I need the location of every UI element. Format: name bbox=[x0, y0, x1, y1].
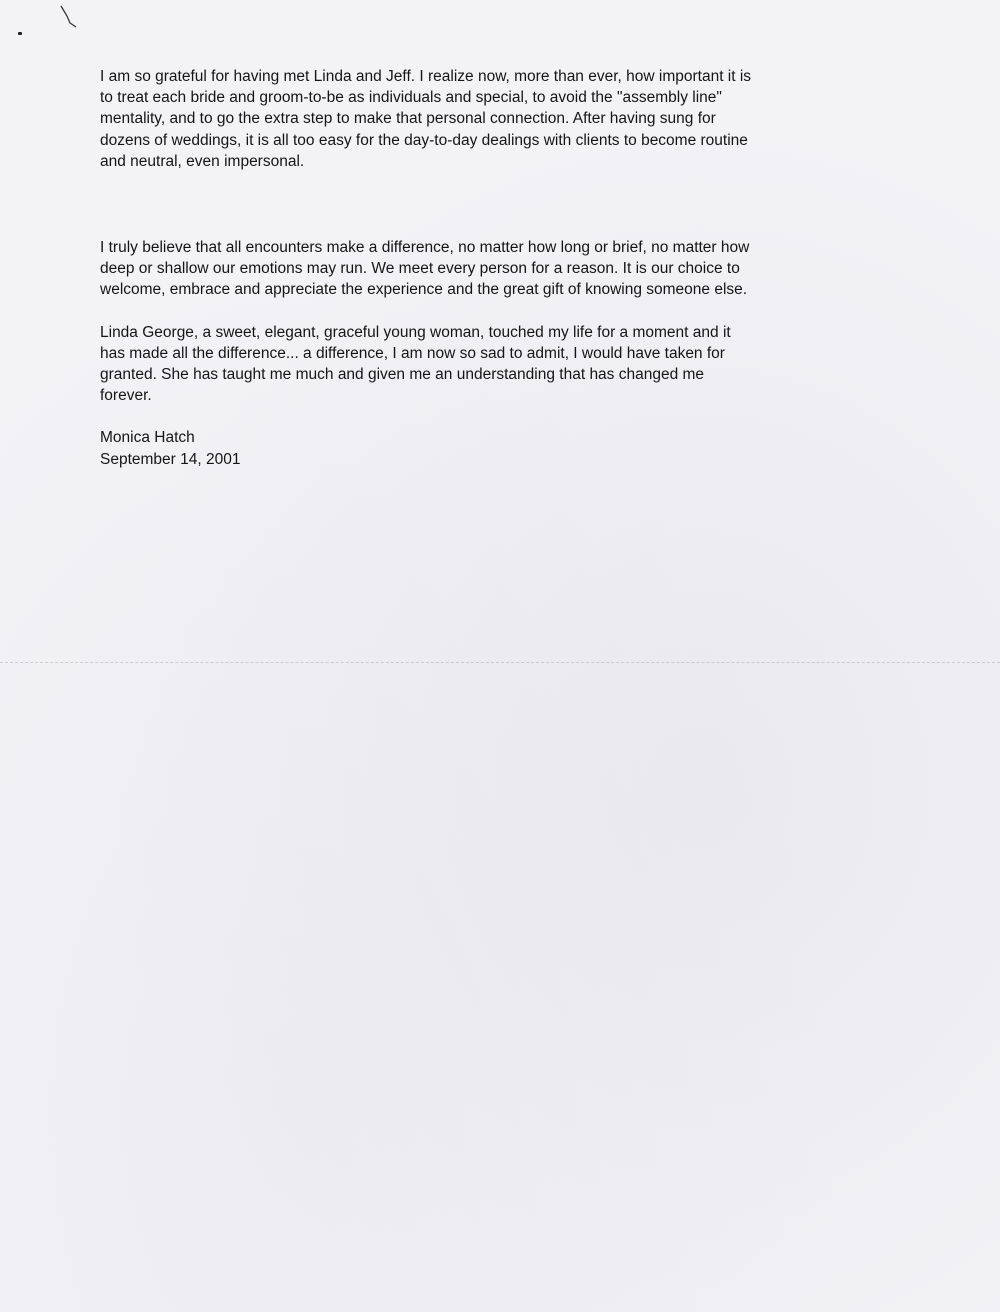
paragraph-gratitude bbox=[100, 66, 900, 172]
letter-body bbox=[100, 66, 900, 470]
signature-date: September 14, 2001 bbox=[100, 450, 241, 468]
text-line: and neutral, even impersonal. bbox=[100, 152, 305, 170]
signature-block bbox=[100, 427, 900, 469]
paragraph-linda-george bbox=[100, 322, 900, 407]
text-line: Linda George, a sweet, elegant, graceful young woman, touched my life for a moment and it bbox=[100, 323, 731, 341]
text-line: I truly believe that all encounters make a difference, no matter how long or brief, no matter how bbox=[100, 239, 750, 257]
text-line: to treat each bride and groom-to-be as individuals and special, to avoid the "assembly line" bbox=[100, 89, 722, 107]
scan-mark-icon bbox=[58, 4, 78, 30]
text-line: forever. bbox=[100, 387, 152, 405]
fold-line bbox=[0, 662, 1000, 663]
paragraph-encounters bbox=[100, 237, 900, 301]
scan-dot bbox=[18, 32, 22, 35]
text-line: welcome, embrace and appreciate the experience and the great gift of knowing someone else. bbox=[100, 281, 748, 299]
text-line: mentality, and to go the extra step to make that personal connection. After having sung for bbox=[100, 110, 716, 128]
text-line: deep or shallow our emotions may run. We meet every person for a reason. It is our choice to bbox=[100, 260, 740, 278]
text-line: dozens of weddings, it is all too easy for the day-to-day dealings with clients to become routine bbox=[100, 131, 748, 149]
text-line: has made all the difference... a difference, I am now so sad to admit, I would have taken for bbox=[100, 344, 725, 362]
text-line: granted. She has taught me much and given me an understanding that has changed me bbox=[100, 366, 705, 384]
signature-name: Monica Hatch bbox=[100, 429, 195, 447]
text-line: I am so grateful for having met Linda and Jeff. I realize now, more than ever, how important it is bbox=[100, 68, 752, 85]
